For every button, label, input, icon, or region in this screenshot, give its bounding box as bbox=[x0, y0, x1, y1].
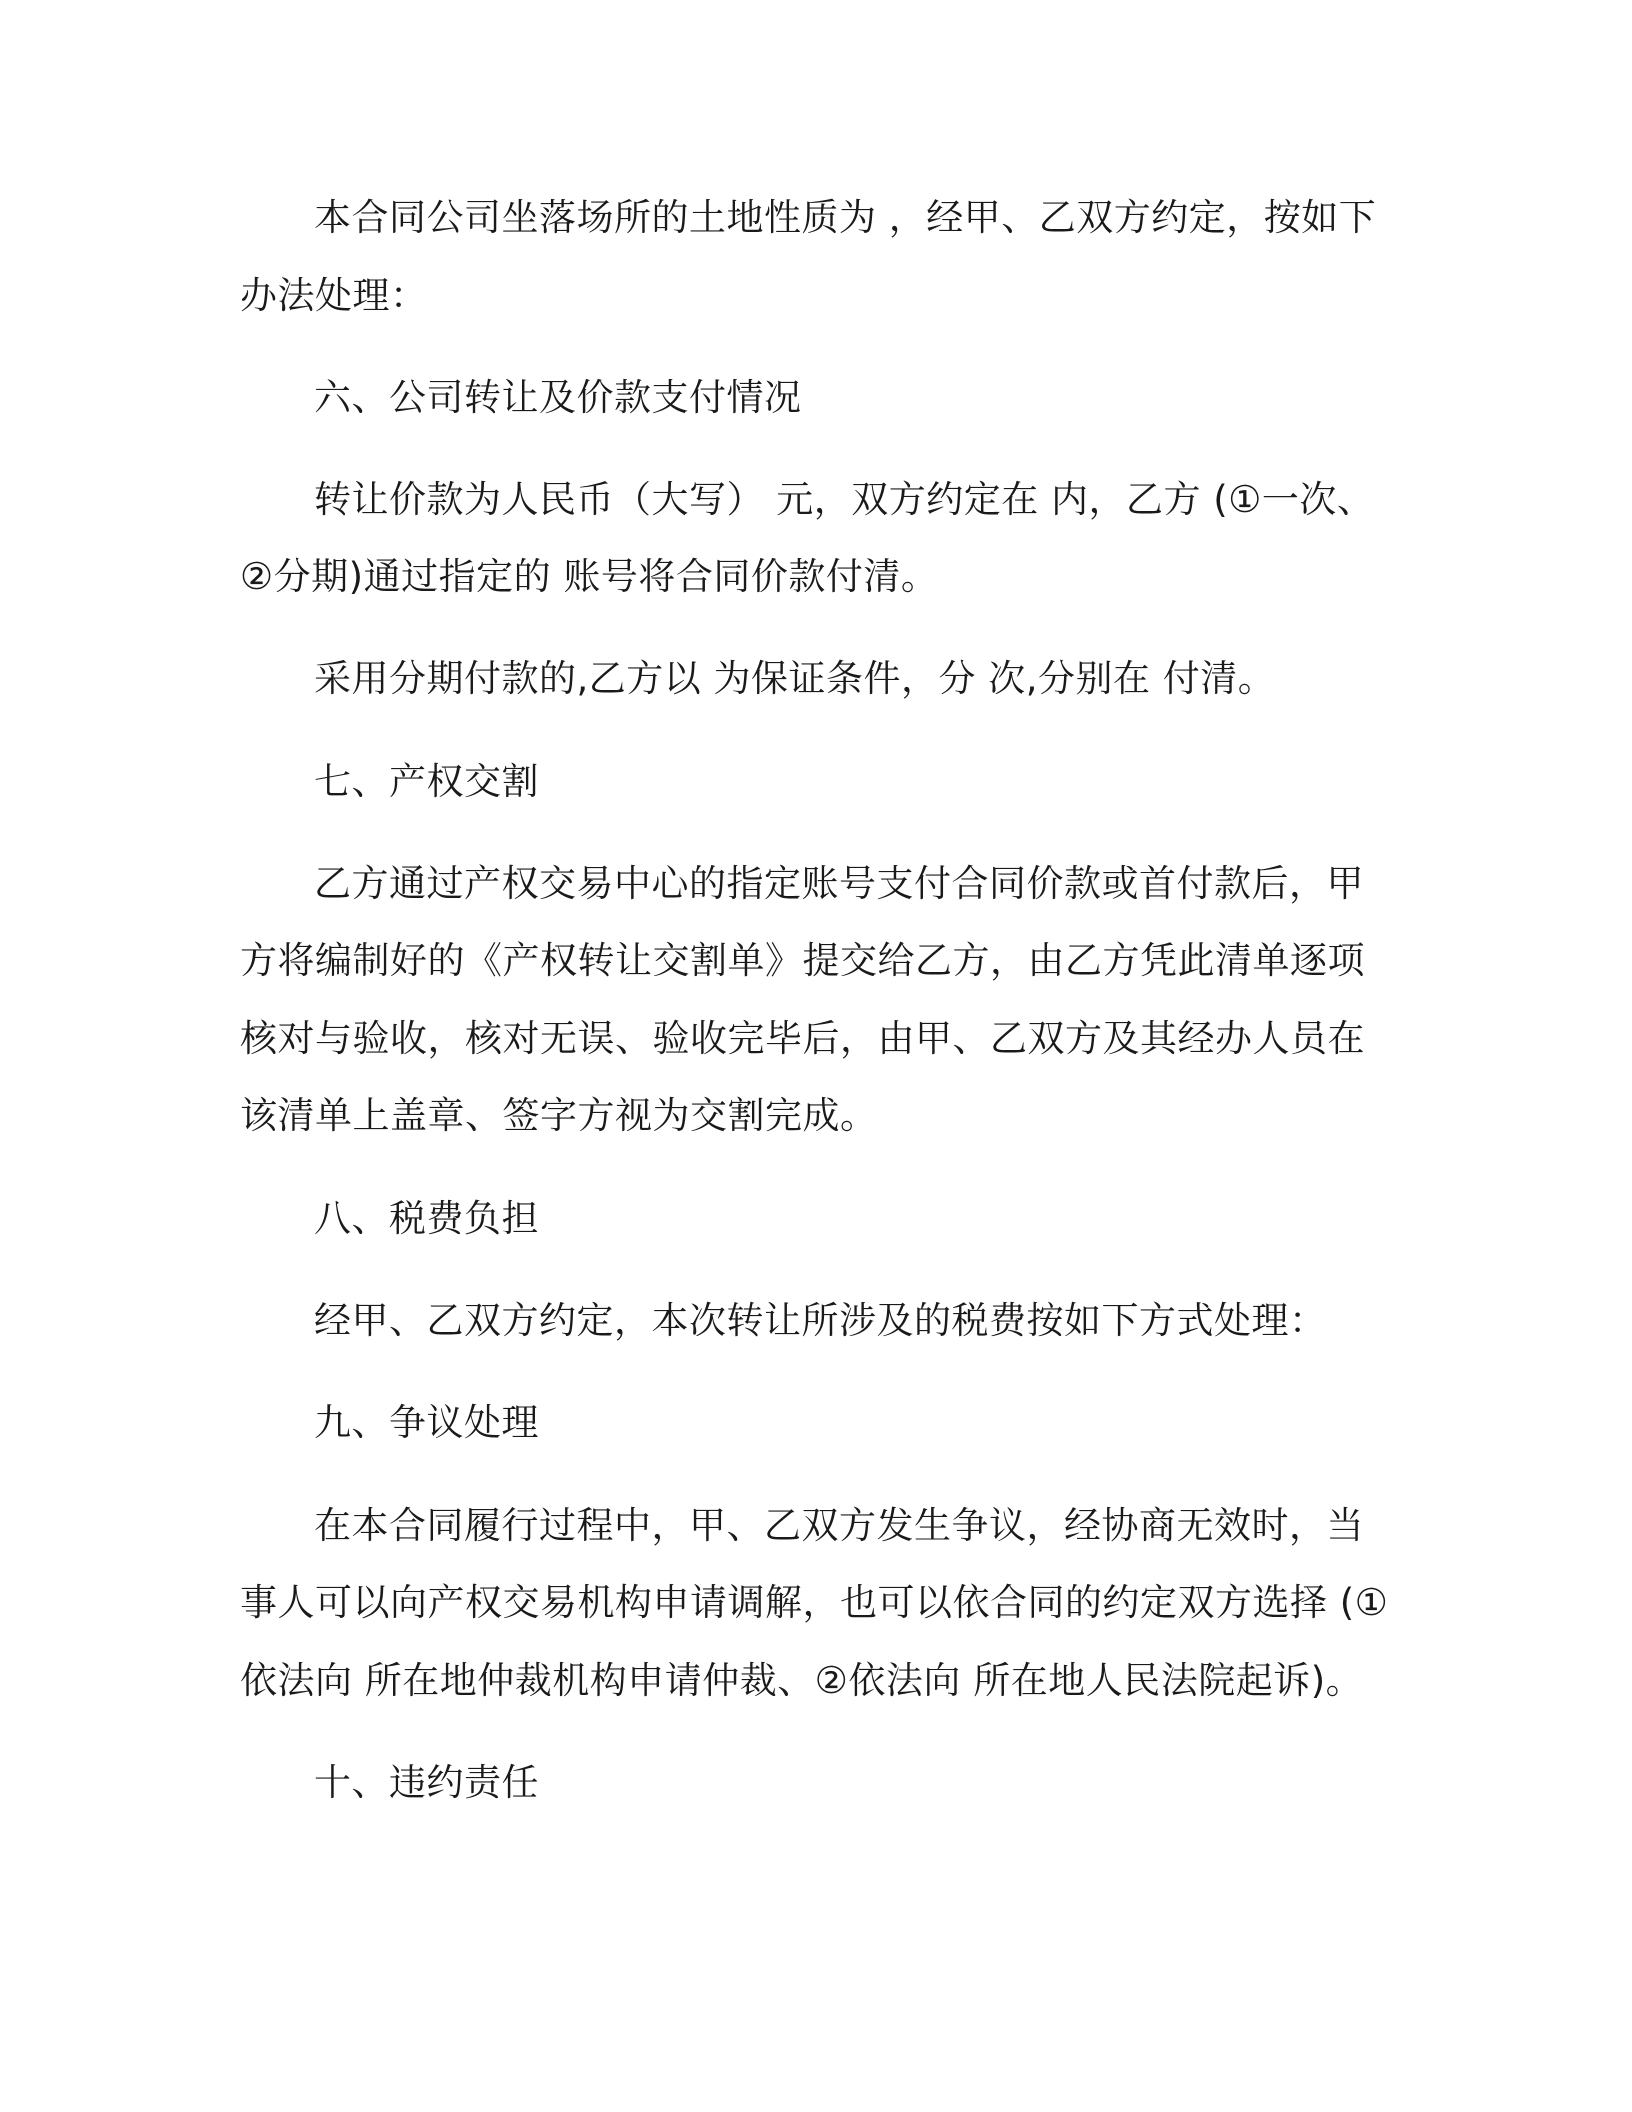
section-heading-dispute: 九、争议处理 bbox=[314, 1401, 539, 1444]
paragraph-delivery-line-3: 核对与验收，核对无误、验收完毕后，由甲、乙双方及其经办人员在 bbox=[240, 1017, 1365, 1060]
paragraph-taxes: 经甲、乙双方约定，本次转让所涉及的税费按如下方式处理： bbox=[314, 1299, 1327, 1342]
paragraph-delivery-line-2: 方将编制好的《产权转让交割单》提交给乙方，由乙方凭此清单逐项 bbox=[240, 939, 1365, 982]
paragraph-delivery-line-1: 乙方通过产权交易中心的指定账号支付合同价款或首付款后，甲 bbox=[314, 862, 1364, 905]
paragraph-land-nature-line-1: 本合同公司坐落场所的土地性质为 ，经甲、乙双方约定，按如下 bbox=[314, 196, 1377, 239]
section-heading-taxes: 八、税费负担 bbox=[314, 1197, 539, 1240]
paragraph-land-nature-line-2: 办法处理： bbox=[240, 274, 428, 317]
section-heading-transfer-payment: 六、公司转让及价款支付情况 bbox=[314, 376, 802, 419]
section-heading-property-delivery: 七、产权交割 bbox=[314, 760, 539, 803]
paragraph-dispute-line-3: 依法向 所在地仲裁机构申请仲裁、②依法向 所在地人民法院起诉)。 bbox=[240, 1659, 1364, 1702]
paragraph-dispute-line-1: 在本合同履行过程中，甲、乙双方发生争议，经协商无效时，当 bbox=[314, 1504, 1364, 1547]
paragraph-transfer-price-line-2: ②分期)通过指定的 账号将合同价款付清。 bbox=[240, 555, 939, 598]
section-heading-liability: 十、违约责任 bbox=[314, 1761, 539, 1804]
paragraph-transfer-price-line-1: 转让价款为人民币（大写） 元，双方约定在 内，乙方 (①一次、 bbox=[314, 478, 1375, 521]
paragraph-installment: 采用分期付款的,乙方以 为保证条件，分 次,分别在 付清。 bbox=[314, 657, 1276, 700]
paragraph-delivery-line-4: 该清单上盖章、签字方视为交割完成。 bbox=[240, 1094, 878, 1137]
paragraph-dispute-line-2: 事人可以向产权交易机构申请调解，也可以依合同的约定双方选择 (① bbox=[240, 1581, 1389, 1624]
